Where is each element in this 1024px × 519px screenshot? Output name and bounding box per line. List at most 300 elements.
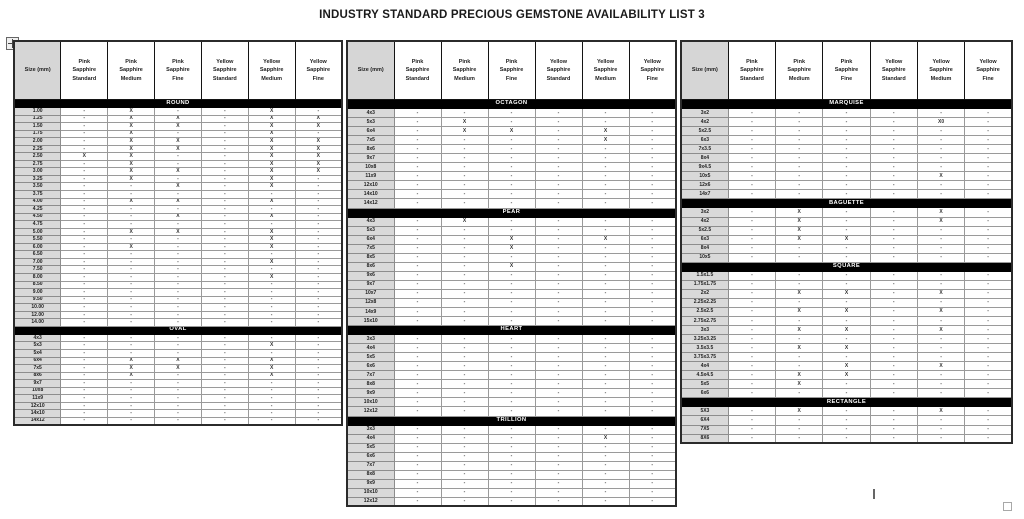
availability-cell: - xyxy=(441,190,488,199)
table-row xyxy=(681,163,1012,172)
availability-cell: - xyxy=(155,296,202,304)
availability-cell: X xyxy=(248,372,295,380)
availability-cell: - xyxy=(394,280,441,289)
availability-cell: - xyxy=(441,172,488,181)
size-cell: 1.25 xyxy=(14,115,61,123)
table-row xyxy=(14,153,342,161)
size-cell: 10x5 xyxy=(681,172,728,181)
availability-cell: X xyxy=(917,172,964,181)
availability-cell: - xyxy=(155,258,202,266)
availability-cell: - xyxy=(61,395,108,403)
column-header-yellow-sapphire-standard: Yellow Sapphire Standard xyxy=(870,41,917,100)
column-header-size-mm: Size (mm) xyxy=(14,41,61,100)
availability-cell: - xyxy=(823,136,870,145)
availability-cell: - xyxy=(965,226,1012,235)
availability-cell: - xyxy=(108,274,155,282)
availability-cell: - xyxy=(728,407,775,416)
availability-cell: X xyxy=(248,228,295,236)
availability-cell: - xyxy=(870,181,917,190)
availability-cell: - xyxy=(728,289,775,298)
availability-cell: - xyxy=(441,425,488,434)
availability-cell: - xyxy=(394,118,441,127)
availability-cell: - xyxy=(629,118,676,127)
availability-cell: - xyxy=(295,334,342,342)
availability-cell: - xyxy=(488,289,535,298)
availability-cell: - xyxy=(776,389,823,398)
size-cell: 4.00 xyxy=(14,198,61,206)
availability-cell: - xyxy=(61,296,108,304)
size-cell: 7x7 xyxy=(347,371,394,380)
availability-cell: - xyxy=(488,425,535,434)
table-row xyxy=(14,372,342,380)
availability-cell: - xyxy=(629,109,676,118)
availability-cell: X xyxy=(248,365,295,373)
availability-cell: - xyxy=(535,118,582,127)
section-header-heart xyxy=(347,326,676,335)
availability-cell: - xyxy=(629,253,676,262)
availability-cell: X xyxy=(295,138,342,146)
availability-cell: - xyxy=(488,181,535,190)
availability-cell: X xyxy=(108,123,155,131)
table-row xyxy=(14,138,342,146)
availability-cell: - xyxy=(201,304,248,312)
size-cell: 5.00 xyxy=(14,228,61,236)
availability-cell: X xyxy=(295,115,342,123)
availability-cell: - xyxy=(394,497,441,506)
availability-cell: - xyxy=(61,236,108,244)
availability-cell: X xyxy=(488,235,535,244)
availability-cell: - xyxy=(728,307,775,316)
availability-cell: - xyxy=(823,389,870,398)
table-row xyxy=(347,181,676,190)
availability-cell: - xyxy=(488,344,535,353)
table-row xyxy=(347,109,676,118)
size-cell: 4.75 xyxy=(14,221,61,229)
availability-cell: - xyxy=(965,109,1012,118)
availability-cell: - xyxy=(917,181,964,190)
availability-cell: - xyxy=(582,461,629,470)
availability-cell: - xyxy=(61,206,108,214)
availability-cell: X xyxy=(776,380,823,389)
availability-cell: - xyxy=(61,266,108,274)
availability-cell: - xyxy=(394,253,441,262)
availability-cell: - xyxy=(441,226,488,235)
availability-cell: - xyxy=(248,221,295,229)
column-header-size-mm: Size (mm) xyxy=(347,41,394,100)
availability-cell: - xyxy=(870,307,917,316)
availability-cell: - xyxy=(535,353,582,362)
availability-cell: - xyxy=(488,479,535,488)
table-row xyxy=(681,380,1012,389)
availability-table-group-2 xyxy=(346,40,677,507)
table-row xyxy=(14,380,342,388)
table-row xyxy=(681,145,1012,154)
table-row xyxy=(14,296,342,304)
availability-cell: - xyxy=(61,387,108,395)
availability-cell: X xyxy=(248,258,295,266)
table-row xyxy=(347,289,676,298)
availability-cell: - xyxy=(823,271,870,280)
availability-cell: - xyxy=(870,235,917,244)
size-cell: 14x10 xyxy=(14,410,61,418)
availability-cell: X xyxy=(823,235,870,244)
availability-cell: - xyxy=(155,395,202,403)
size-cell: 5x5 xyxy=(681,380,728,389)
availability-cell: - xyxy=(155,175,202,183)
availability-cell: X xyxy=(295,160,342,168)
availability-cell: - xyxy=(488,434,535,443)
availability-cell: - xyxy=(441,497,488,506)
table-row xyxy=(14,243,342,251)
availability-cell: - xyxy=(295,266,342,274)
table-row xyxy=(347,461,676,470)
table-row xyxy=(681,425,1012,434)
section-title: OVAL xyxy=(14,326,342,334)
size-cell: 7x5 xyxy=(347,244,394,253)
size-cell: 2.25x2.25 xyxy=(681,298,728,307)
availability-cell: - xyxy=(823,181,870,190)
availability-table-group-3 xyxy=(680,40,1013,444)
availability-cell: - xyxy=(917,235,964,244)
availability-cell: X xyxy=(776,407,823,416)
size-cell: 10x5 xyxy=(681,253,728,262)
availability-cell: - xyxy=(488,136,535,145)
availability-cell: - xyxy=(917,434,964,443)
availability-cell: - xyxy=(870,289,917,298)
availability-cell: - xyxy=(870,335,917,344)
availability-cell: - xyxy=(201,191,248,199)
availability-cell: - xyxy=(965,307,1012,316)
availability-cell: X xyxy=(582,434,629,443)
availability-cell: - xyxy=(629,407,676,416)
availability-cell: - xyxy=(629,154,676,163)
size-cell: 7x3.5 xyxy=(681,145,728,154)
availability-cell: - xyxy=(248,410,295,418)
availability-cell: X xyxy=(248,138,295,146)
availability-cell: - xyxy=(108,191,155,199)
availability-cell: - xyxy=(488,461,535,470)
availability-cell: - xyxy=(965,326,1012,335)
availability-cell: - xyxy=(441,452,488,461)
availability-cell: - xyxy=(965,163,1012,172)
availability-cell: - xyxy=(155,243,202,251)
availability-cell: - xyxy=(394,289,441,298)
table-row xyxy=(14,304,342,312)
availability-cell: - xyxy=(870,172,917,181)
availability-cell: X xyxy=(108,243,155,251)
availability-cell: - xyxy=(629,452,676,461)
availability-cell: - xyxy=(108,304,155,312)
table-row xyxy=(14,266,342,274)
size-cell: 6x3 xyxy=(681,136,728,145)
availability-cell: - xyxy=(535,145,582,154)
availability-cell: - xyxy=(917,226,964,235)
availability-cell: - xyxy=(728,118,775,127)
availability-cell: - xyxy=(629,461,676,470)
availability-cell: - xyxy=(61,258,108,266)
availability-cell: - xyxy=(441,244,488,253)
table-row xyxy=(14,349,342,357)
availability-cell: - xyxy=(394,470,441,479)
availability-cell: - xyxy=(488,253,535,262)
availability-cell: - xyxy=(776,109,823,118)
availability-cell: - xyxy=(728,316,775,325)
size-cell: 2.25 xyxy=(14,145,61,153)
availability-cell: - xyxy=(108,319,155,327)
availability-cell: - xyxy=(917,380,964,389)
size-cell: 9x9 xyxy=(347,389,394,398)
table-row xyxy=(14,334,342,342)
size-cell: 12.00 xyxy=(14,311,61,319)
availability-cell: - xyxy=(917,253,964,262)
table-row xyxy=(14,183,342,191)
availability-cell: - xyxy=(248,304,295,312)
size-cell: 5x4 xyxy=(14,349,61,357)
availability-cell: - xyxy=(394,479,441,488)
table-row xyxy=(347,235,676,244)
availability-cell: - xyxy=(629,244,676,253)
availability-cell: - xyxy=(823,407,870,416)
availability-cell: - xyxy=(295,258,342,266)
availability-cell: - xyxy=(728,217,775,226)
availability-cell: - xyxy=(965,289,1012,298)
size-cell: 2x2 xyxy=(681,289,728,298)
availability-cell: - xyxy=(582,398,629,407)
size-cell: 12x12 xyxy=(347,407,394,416)
table-row xyxy=(681,280,1012,289)
size-cell: 8x6 xyxy=(347,145,394,154)
table-row xyxy=(347,253,676,262)
availability-cell: - xyxy=(394,109,441,118)
availability-cell: - xyxy=(488,163,535,172)
availability-cell: - xyxy=(776,244,823,253)
availability-cell: - xyxy=(201,236,248,244)
availability-cell: - xyxy=(201,168,248,176)
size-cell: 2.75 xyxy=(14,160,61,168)
size-cell: 5x2.5 xyxy=(681,226,728,235)
availability-cell: - xyxy=(870,208,917,217)
availability-cell: - xyxy=(965,380,1012,389)
size-cell: 3.00 xyxy=(14,168,61,176)
availability-cell: - xyxy=(248,395,295,403)
availability-cell: - xyxy=(582,253,629,262)
availability-cell: X xyxy=(248,198,295,206)
size-cell: 4x4 xyxy=(347,344,394,353)
availability-cell: - xyxy=(441,136,488,145)
availability-cell: - xyxy=(201,289,248,297)
availability-cell: - xyxy=(108,221,155,229)
table-row xyxy=(14,357,342,365)
table-row xyxy=(681,235,1012,244)
availability-cell: X xyxy=(108,228,155,236)
availability-cell: - xyxy=(201,357,248,365)
availability-cell: X xyxy=(776,371,823,380)
availability-cell: - xyxy=(965,235,1012,244)
availability-cell: - xyxy=(488,226,535,235)
availability-cell: - xyxy=(295,402,342,410)
availability-cell: - xyxy=(535,253,582,262)
availability-cell: - xyxy=(108,258,155,266)
availability-cell: X xyxy=(776,289,823,298)
availability-cell: - xyxy=(582,317,629,326)
availability-cell: - xyxy=(965,154,1012,163)
availability-cell: - xyxy=(394,307,441,316)
availability-cell: X xyxy=(248,160,295,168)
size-cell: 3.5x3.5 xyxy=(681,344,728,353)
availability-table xyxy=(13,40,343,426)
availability-cell: - xyxy=(394,262,441,271)
resize-handle[interactable] xyxy=(1003,502,1012,511)
size-cell: 6X4 xyxy=(681,416,728,425)
availability-cell: - xyxy=(488,154,535,163)
table-row xyxy=(347,298,676,307)
section-header-rectangle xyxy=(681,398,1012,407)
availability-cell: - xyxy=(488,298,535,307)
availability-cell: - xyxy=(295,236,342,244)
table-row xyxy=(347,452,676,461)
table-row xyxy=(14,115,342,123)
size-cell: 8x6 xyxy=(347,262,394,271)
availability-cell: X xyxy=(61,153,108,161)
size-cell: 10x8 xyxy=(14,387,61,395)
availability-cell: - xyxy=(917,298,964,307)
availability-cell: - xyxy=(61,198,108,206)
availability-cell: - xyxy=(965,407,1012,416)
availability-cell: - xyxy=(248,266,295,274)
availability-cell: - xyxy=(61,357,108,365)
size-cell: 7x5 xyxy=(14,365,61,373)
availability-cell: - xyxy=(629,317,676,326)
availability-cell: - xyxy=(629,226,676,235)
availability-cell: - xyxy=(582,289,629,298)
availability-cell: X xyxy=(248,342,295,350)
availability-cell: X xyxy=(155,213,202,221)
availability-cell: - xyxy=(201,198,248,206)
availability-cell: - xyxy=(535,434,582,443)
availability-cell: - xyxy=(155,130,202,138)
availability-cell: - xyxy=(535,136,582,145)
size-cell: 4x2 xyxy=(681,118,728,127)
availability-cell: - xyxy=(441,163,488,172)
availability-cell: - xyxy=(155,304,202,312)
size-cell: 6x6 xyxy=(347,452,394,461)
availability-cell: - xyxy=(823,280,870,289)
availability-cell: - xyxy=(629,389,676,398)
availability-cell: - xyxy=(61,281,108,289)
availability-cell: - xyxy=(917,416,964,425)
availability-cell: - xyxy=(61,228,108,236)
availability-cell: - xyxy=(441,479,488,488)
availability-cell: - xyxy=(394,434,441,443)
availability-cell: - xyxy=(728,353,775,362)
availability-cell: - xyxy=(61,334,108,342)
table-row xyxy=(14,236,342,244)
size-cell: 9x6 xyxy=(347,271,394,280)
size-cell: 2.50 xyxy=(14,153,61,161)
availability-cell: - xyxy=(155,319,202,327)
availability-cell: - xyxy=(870,190,917,199)
column-header-pink-sapphire-standard: Pink Sapphire Standard xyxy=(61,41,108,100)
table-row xyxy=(14,206,342,214)
table-row xyxy=(347,389,676,398)
availability-cell: - xyxy=(917,163,964,172)
section-header-baguette xyxy=(681,199,1012,208)
availability-cell: - xyxy=(629,335,676,344)
table-row xyxy=(14,221,342,229)
availability-cell: - xyxy=(582,407,629,416)
availability-cell: - xyxy=(295,281,342,289)
column-header-pink-sapphire-fine: Pink Sapphire Fine xyxy=(823,41,870,100)
availability-cell: - xyxy=(582,190,629,199)
availability-cell: - xyxy=(394,136,441,145)
table-row xyxy=(681,154,1012,163)
availability-cell: - xyxy=(441,353,488,362)
availability-cell: X xyxy=(823,371,870,380)
availability-cell: - xyxy=(870,154,917,163)
size-cell: 8X6 xyxy=(681,434,728,443)
availability-cell: - xyxy=(441,262,488,271)
header-row xyxy=(347,41,676,100)
availability-cell: - xyxy=(728,136,775,145)
availability-cell: - xyxy=(441,289,488,298)
size-cell: 6x4 xyxy=(347,127,394,136)
table-row xyxy=(347,317,676,326)
availability-cell: - xyxy=(61,311,108,319)
availability-cell: - xyxy=(441,461,488,470)
table-row xyxy=(14,417,342,425)
availability-cell: X xyxy=(823,307,870,316)
availability-cell: - xyxy=(155,289,202,297)
column-header-yellow-sapphire-fine: Yellow Sapphire Fine xyxy=(295,41,342,100)
column-header-yellow-sapphire-fine: Yellow Sapphire Fine xyxy=(629,41,676,100)
table-row xyxy=(347,398,676,407)
size-cell: 3.25x3.25 xyxy=(681,335,728,344)
availability-cell: - xyxy=(728,163,775,172)
size-cell: 12x10 xyxy=(347,181,394,190)
availability-cell: - xyxy=(535,371,582,380)
availability-cell: X xyxy=(108,145,155,153)
availability-cell: - xyxy=(870,407,917,416)
availability-cell: - xyxy=(441,335,488,344)
availability-cell: - xyxy=(201,123,248,131)
availability-cell: - xyxy=(155,251,202,259)
table-row xyxy=(347,371,676,380)
size-cell: 9x7 xyxy=(14,380,61,388)
size-cell: 3x3 xyxy=(347,335,394,344)
availability-cell: - xyxy=(535,280,582,289)
availability-cell: - xyxy=(629,380,676,389)
availability-cell: X xyxy=(155,115,202,123)
availability-cell: - xyxy=(248,311,295,319)
availability-cell: - xyxy=(155,311,202,319)
availability-cell: - xyxy=(295,387,342,395)
availability-cell: - xyxy=(155,108,202,116)
availability-cell: - xyxy=(441,199,488,208)
availability-cell: - xyxy=(248,191,295,199)
availability-cell: - xyxy=(776,425,823,434)
table-row xyxy=(14,191,342,199)
section-title: ROUND xyxy=(14,100,342,108)
availability-cell: - xyxy=(776,163,823,172)
table-row xyxy=(681,289,1012,298)
table-row xyxy=(681,127,1012,136)
availability-cell: - xyxy=(965,335,1012,344)
size-cell: 9x9 xyxy=(347,479,394,488)
availability-cell: - xyxy=(870,316,917,325)
availability-cell: - xyxy=(965,172,1012,181)
size-cell: 1.5x1.5 xyxy=(681,271,728,280)
availability-cell: - xyxy=(823,154,870,163)
